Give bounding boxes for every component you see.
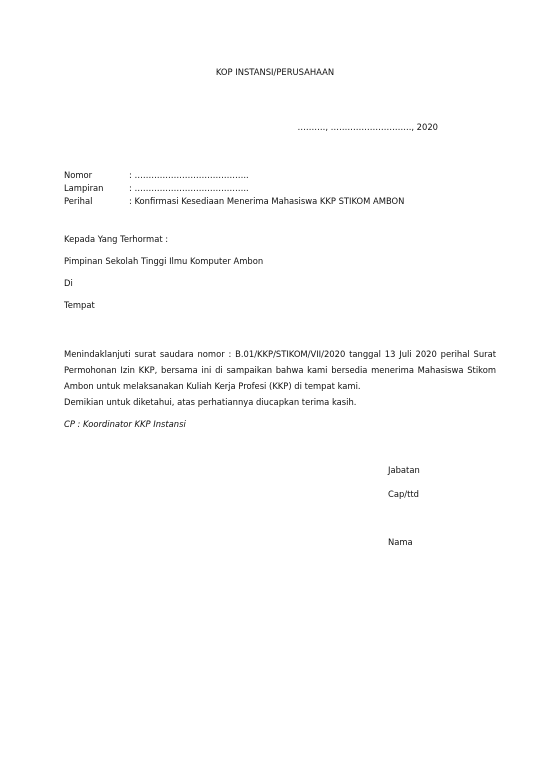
field-value-nomor: : ………………………………….. <box>129 170 249 180</box>
field-value-lampiran: : ………………………………….. <box>129 183 249 193</box>
recipient-place: Tempat <box>64 300 95 310</box>
date-line: ………., ……………………….., 2020 <box>297 122 438 132</box>
field-label-nomor: Nomor <box>64 170 93 180</box>
body-paragraph-1: Menindaklanjuti surat saudara nomor : B.01/KKP/STIKOM/VII/2020 tanggal 13 Juli 2020 perihal Surat Permohonan Izin KKP, bersama ini di sampaikan bahwa kami bersedia menerima Mahasiswa Stikom Ambon untuk melaksanakan Kuliah Kerja Profesi (KKP) di tempat kami. <box>64 349 496 391</box>
recipient-salutation: Kepada Yang Terhormat : <box>64 234 169 244</box>
recipient-di: Di <box>64 278 73 288</box>
field-label-lampiran: Lampiran <box>64 183 104 193</box>
body-paragraph-2: Demikian untuk diketahui, atas perhatiannya diucapkan terima kasih. <box>64 397 357 407</box>
signature-name: Nama <box>388 537 413 547</box>
signature-position: Jabatan <box>388 465 420 475</box>
contact-person: CP : Koordinator KKP Instansi <box>64 419 186 429</box>
signature-stamp: Cap/ttd <box>388 489 420 499</box>
field-value-perihal: : Konfirmasi Kesediaan Menerima Mahasiswa KKP STIKOM AMBON <box>129 196 405 206</box>
letterhead-title: KOP INSTANSI/PERUSAHAAN <box>215 67 335 77</box>
field-label-perihal: Perihal <box>64 196 93 206</box>
recipient-name: Pimpinan Sekolah Tinggi Ilmu Komputer Ambon <box>64 256 264 266</box>
